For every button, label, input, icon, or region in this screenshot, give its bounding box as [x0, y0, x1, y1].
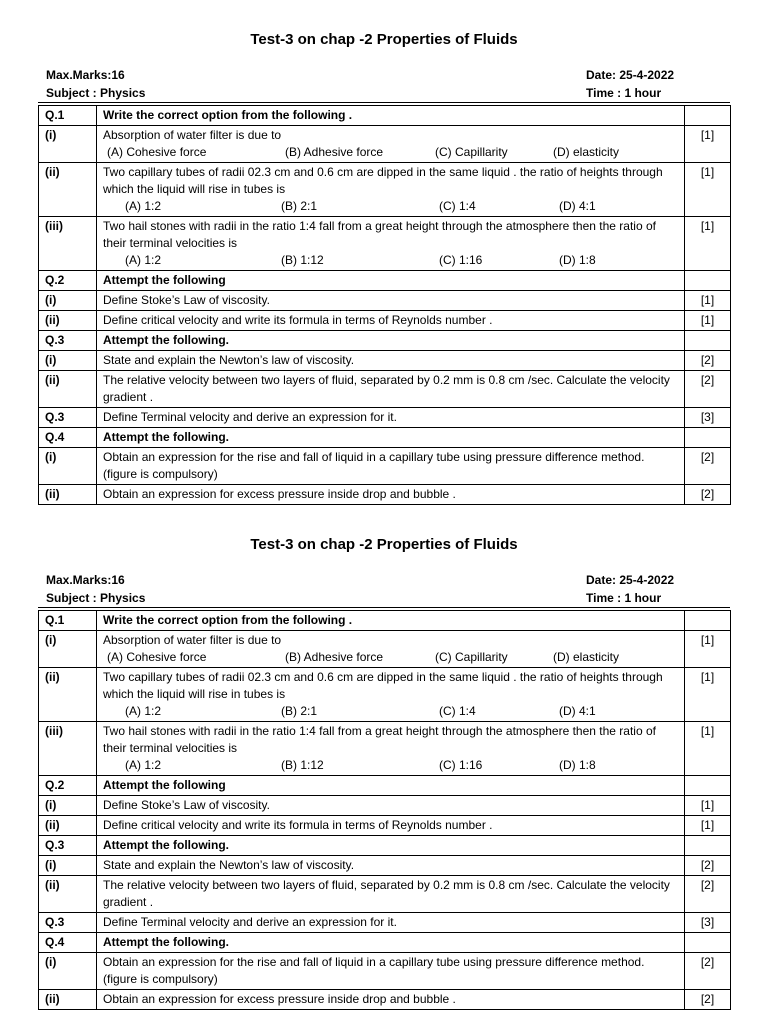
table-row [39, 933, 731, 953]
option-d: (D) elasticity [553, 650, 620, 664]
question-marks: [2] [685, 856, 731, 876]
question-marks: [3] [685, 913, 731, 933]
question-number: (i) [39, 448, 97, 485]
question-number: (ii) [39, 311, 97, 331]
option-b: (B) Adhesive force [285, 650, 384, 664]
question-marks [685, 836, 731, 856]
table-row [39, 371, 731, 408]
table-row [39, 836, 731, 856]
question-number: (i) [39, 291, 97, 311]
question-text: Attempt the following [97, 271, 685, 291]
question-number: Q.1 [39, 611, 97, 631]
table-row [39, 668, 731, 722]
question-number: (ii) [39, 371, 97, 408]
question-text: Define critical velocity and write its formula in terms of Reynolds number . [97, 311, 685, 331]
question-text: Two capillary tubes of radii 02.3 cm and 0.6 cm are dipped in the same liquid . the ratio of heights through which the liquid will rise in tubes is [103, 165, 663, 196]
question-number: (ii) [39, 668, 97, 722]
question-marks [685, 106, 731, 126]
option-c: (C) Capillarity [435, 650, 508, 664]
table-row [39, 408, 731, 428]
date: Date: 25-4-2022 [586, 573, 675, 587]
option-b: (B) Adhesive force [285, 145, 384, 159]
question-text: Define Terminal velocity and derive an expression for it. [97, 408, 685, 428]
question-text: Define critical velocity and write its formula in terms of Reynolds number . [97, 816, 685, 836]
question-text: Attempt the following. [97, 428, 685, 448]
question-number: (i) [39, 856, 97, 876]
test-title: Test-3 on chap -2 Properties of Fluids [250, 536, 518, 553]
table-row [39, 271, 731, 291]
table-row [39, 876, 731, 913]
meta-right [586, 66, 674, 102]
question-text: Define Stoke’s Law of viscosity. [97, 796, 685, 816]
table-row [39, 311, 731, 331]
question-number: Q.3 [39, 913, 97, 933]
option-d: (D) 4:1 [559, 199, 596, 213]
question-text: Attempt the following. [97, 836, 685, 856]
option-d: (D) elasticity [553, 145, 620, 159]
question-text: Define Stoke’s Law of viscosity. [97, 291, 685, 311]
option-a: (A) 1:2 [125, 758, 162, 772]
question-number: Q.2 [39, 271, 97, 291]
question-cell [97, 668, 685, 722]
question-text: The relative velocity between two layers of fluid, separated by 0.2 mm is 0.8 cm /sec. Calculate the velocity gradient . [97, 876, 685, 913]
question-text: Attempt the following. [97, 331, 685, 351]
option-a: (A) Cohesive force [107, 145, 207, 159]
question-text: Two hail stones with radii in the ratio 1:4 fall from a great height through the atmosphere then the ratio of their terminal velocities is [103, 724, 656, 755]
table-row [39, 776, 731, 796]
question-number: (ii) [39, 485, 97, 505]
table-row [39, 631, 731, 668]
question-number: (iii) [39, 722, 97, 776]
max-marks: Max.Marks:16 [46, 573, 125, 587]
question-marks: [1] [685, 796, 731, 816]
option-b: (B) 1:12 [281, 253, 324, 267]
question-marks [685, 933, 731, 953]
option-d: (D) 1:8 [559, 253, 596, 267]
question-cell [97, 126, 685, 163]
header-rule [38, 102, 730, 103]
question-marks: [2] [685, 990, 731, 1010]
question-marks [685, 271, 731, 291]
question-number: Q.3 [39, 331, 97, 351]
table-row [39, 163, 731, 217]
option-a: (A) 1:2 [125, 253, 162, 267]
meta-right [586, 571, 674, 607]
table-row [39, 816, 731, 836]
question-number: (ii) [39, 163, 97, 217]
options-row [103, 757, 678, 774]
option-a: (A) Cohesive force [107, 650, 207, 664]
question-text: State and explain the Newton’s law of viscosity. [97, 351, 685, 371]
option-c: (C) Capillarity [435, 145, 508, 159]
question-text: Write the correct option from the following . [97, 106, 685, 126]
table-row [39, 611, 731, 631]
question-number: (i) [39, 796, 97, 816]
question-number: Q.4 [39, 428, 97, 448]
question-marks: [1] [685, 722, 731, 776]
question-text: Attempt the following [97, 776, 685, 796]
question-text: State and explain the Newton’s law of viscosity. [97, 856, 685, 876]
max-marks: Max.Marks:16 [46, 68, 125, 82]
question-cell [97, 217, 685, 271]
question-number: Q.2 [39, 776, 97, 796]
question-text: Write the correct option from the following . [97, 611, 685, 631]
subject: Subject : Physics [46, 86, 146, 100]
question-marks [685, 611, 731, 631]
options-row [103, 144, 678, 161]
question-marks: [2] [685, 371, 731, 408]
question-number: (i) [39, 126, 97, 163]
question-marks: [2] [685, 953, 731, 990]
meta-left [46, 571, 145, 607]
question-marks [685, 776, 731, 796]
question-text: Attempt the following. [97, 933, 685, 953]
question-marks [685, 428, 731, 448]
option-c: (C) 1:4 [439, 199, 476, 213]
header-rule [38, 607, 730, 608]
table-row [39, 485, 731, 505]
question-number: Q.1 [39, 106, 97, 126]
table-row [39, 126, 731, 163]
table-row [39, 428, 731, 448]
question-marks: [1] [685, 291, 731, 311]
question-marks: [1] [685, 163, 731, 217]
option-c: (C) 1:16 [439, 758, 483, 772]
question-marks: [2] [685, 351, 731, 371]
table-row [39, 796, 731, 816]
question-number: Q.3 [39, 836, 97, 856]
question-number: (ii) [39, 816, 97, 836]
option-a: (A) 1:2 [125, 704, 162, 718]
question-marks: [2] [685, 485, 731, 505]
subject: Subject : Physics [46, 591, 146, 605]
table-row [39, 217, 731, 271]
question-number: (i) [39, 953, 97, 990]
question-marks: [1] [685, 217, 731, 271]
options-row [103, 703, 678, 720]
question-table [38, 105, 731, 505]
question-number: Q.3 [39, 408, 97, 428]
table-row [39, 953, 731, 990]
question-table [38, 610, 731, 1010]
question-text: Two hail stones with radii in the ratio 1:4 fall from a great height through the atmosphere then the ratio of their terminal velocities is [103, 219, 656, 250]
question-text: Obtain an expression for the rise and fall of liquid in a capillary tube using pressure difference method. (figure is compulsory) [97, 448, 685, 485]
table-row [39, 106, 731, 126]
question-cell [97, 631, 685, 668]
question-text: The relative velocity between two layers of fluid, separated by 0.2 mm is 0.8 cm /sec. Calculate the velocity gradient . [97, 371, 685, 408]
question-marks: [1] [685, 126, 731, 163]
options-row [103, 198, 678, 215]
question-marks: [1] [685, 631, 731, 668]
question-text: Define Terminal velocity and derive an expression for it. [97, 913, 685, 933]
table-row [39, 990, 731, 1010]
options-row [103, 649, 678, 666]
table-row [39, 331, 731, 351]
question-marks: [2] [685, 876, 731, 913]
time: Time : 1 hour [586, 86, 662, 100]
question-marks: [1] [685, 311, 731, 331]
question-text: Absorption of water filter is due to [103, 633, 282, 647]
option-a: (A) 1:2 [125, 199, 162, 213]
table-row [39, 291, 731, 311]
question-marks: [2] [685, 448, 731, 485]
question-text: Obtain an expression for the rise and fall of liquid in a capillary tube using pressure difference method. (figure is compulsory) [97, 953, 685, 990]
question-number: (ii) [39, 876, 97, 913]
table-row [39, 913, 731, 933]
question-marks [685, 331, 731, 351]
option-c: (C) 1:16 [439, 253, 483, 267]
question-text: Obtain an expression for excess pressure inside drop and bubble . [97, 485, 685, 505]
question-number: (iii) [39, 217, 97, 271]
question-cell [97, 163, 685, 217]
time: Time : 1 hour [586, 591, 662, 605]
option-d: (D) 1:8 [559, 758, 596, 772]
option-c: (C) 1:4 [439, 704, 476, 718]
question-text: Absorption of water filter is due to [103, 128, 282, 142]
table-row [39, 856, 731, 876]
question-cell [97, 722, 685, 776]
question-text: Obtain an expression for excess pressure inside drop and bubble . [97, 990, 685, 1010]
table-row [39, 448, 731, 485]
option-b: (B) 2:1 [281, 199, 318, 213]
question-number: (i) [39, 631, 97, 668]
question-marks: [1] [685, 668, 731, 722]
meta-left [46, 66, 145, 102]
option-b: (B) 2:1 [281, 704, 318, 718]
table-row [39, 351, 731, 371]
question-number: (ii) [39, 990, 97, 1010]
question-number: (i) [39, 351, 97, 371]
test-title: Test-3 on chap -2 Properties of Fluids [250, 31, 518, 48]
question-marks: [1] [685, 816, 731, 836]
option-d: (D) 4:1 [559, 704, 596, 718]
table-row [39, 722, 731, 776]
option-b: (B) 1:12 [281, 758, 324, 772]
options-row [103, 252, 678, 269]
question-number: Q.4 [39, 933, 97, 953]
question-marks: [3] [685, 408, 731, 428]
date: Date: 25-4-2022 [586, 68, 675, 82]
question-text: Two capillary tubes of radii 02.3 cm and 0.6 cm are dipped in the same liquid . the ratio of heights through which the liquid will rise in tubes is [103, 670, 663, 701]
